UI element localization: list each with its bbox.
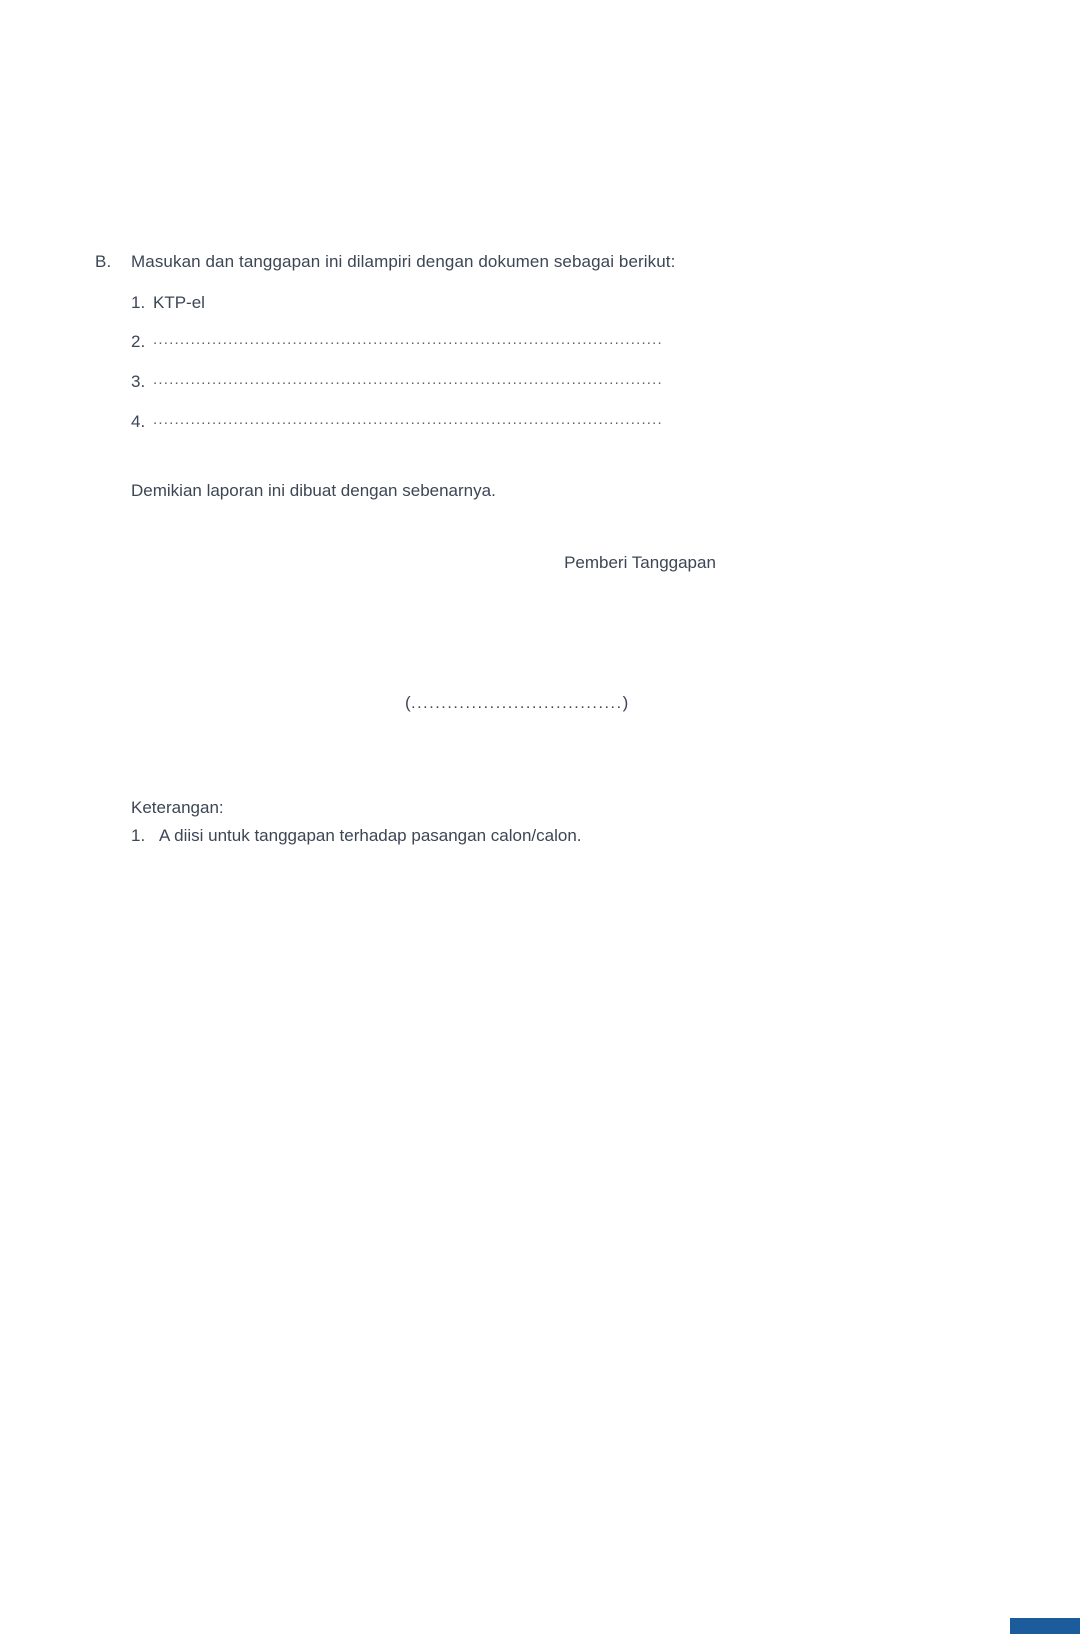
- notes-title: Keterangan:: [131, 798, 224, 817]
- attachment-dotted-line: ...............................................................................................: [153, 411, 663, 428]
- corner-mark: [1010, 1618, 1080, 1634]
- signer-role: Pemberi Tanggapan: [564, 553, 716, 572]
- attachment-list: [95, 292, 855, 434]
- list-item: [131, 371, 855, 394]
- closing-statement: Demikian laporan ini dibuat dengan sebenarnya.: [131, 481, 496, 500]
- paren-close: ): [622, 693, 629, 712]
- attachment-number: 1.: [131, 293, 146, 312]
- list-item: [131, 331, 855, 354]
- section-letter: B.: [95, 252, 112, 271]
- list-item: [131, 411, 855, 434]
- attachment-text: KTP-el: [153, 293, 205, 312]
- document-content: [95, 250, 855, 849]
- attachment-number: 4.: [131, 412, 146, 431]
- paren-open: (: [405, 693, 412, 712]
- note-text: A diisi untuk tanggapan terhadap pasangan calon/calon.: [159, 826, 582, 845]
- section-b: [95, 250, 855, 274]
- attachment-dotted-line: ...............................................................................................: [153, 331, 663, 348]
- list-item: [131, 823, 855, 849]
- attachment-dotted-line: ...............................................................................................: [153, 371, 663, 388]
- note-number: 1.: [131, 826, 146, 845]
- attachment-number: 3.: [131, 372, 146, 391]
- attachment-number: 2.: [131, 332, 146, 351]
- signature-dotted-line: ...................................: [411, 695, 623, 712]
- section-title: Masukan dan tanggapan ini dilampiri dengan dokumen sebagai berikut:: [131, 252, 676, 271]
- signature-name-line: [95, 693, 855, 713]
- list-item: [131, 292, 855, 314]
- notes-section: [95, 795, 855, 849]
